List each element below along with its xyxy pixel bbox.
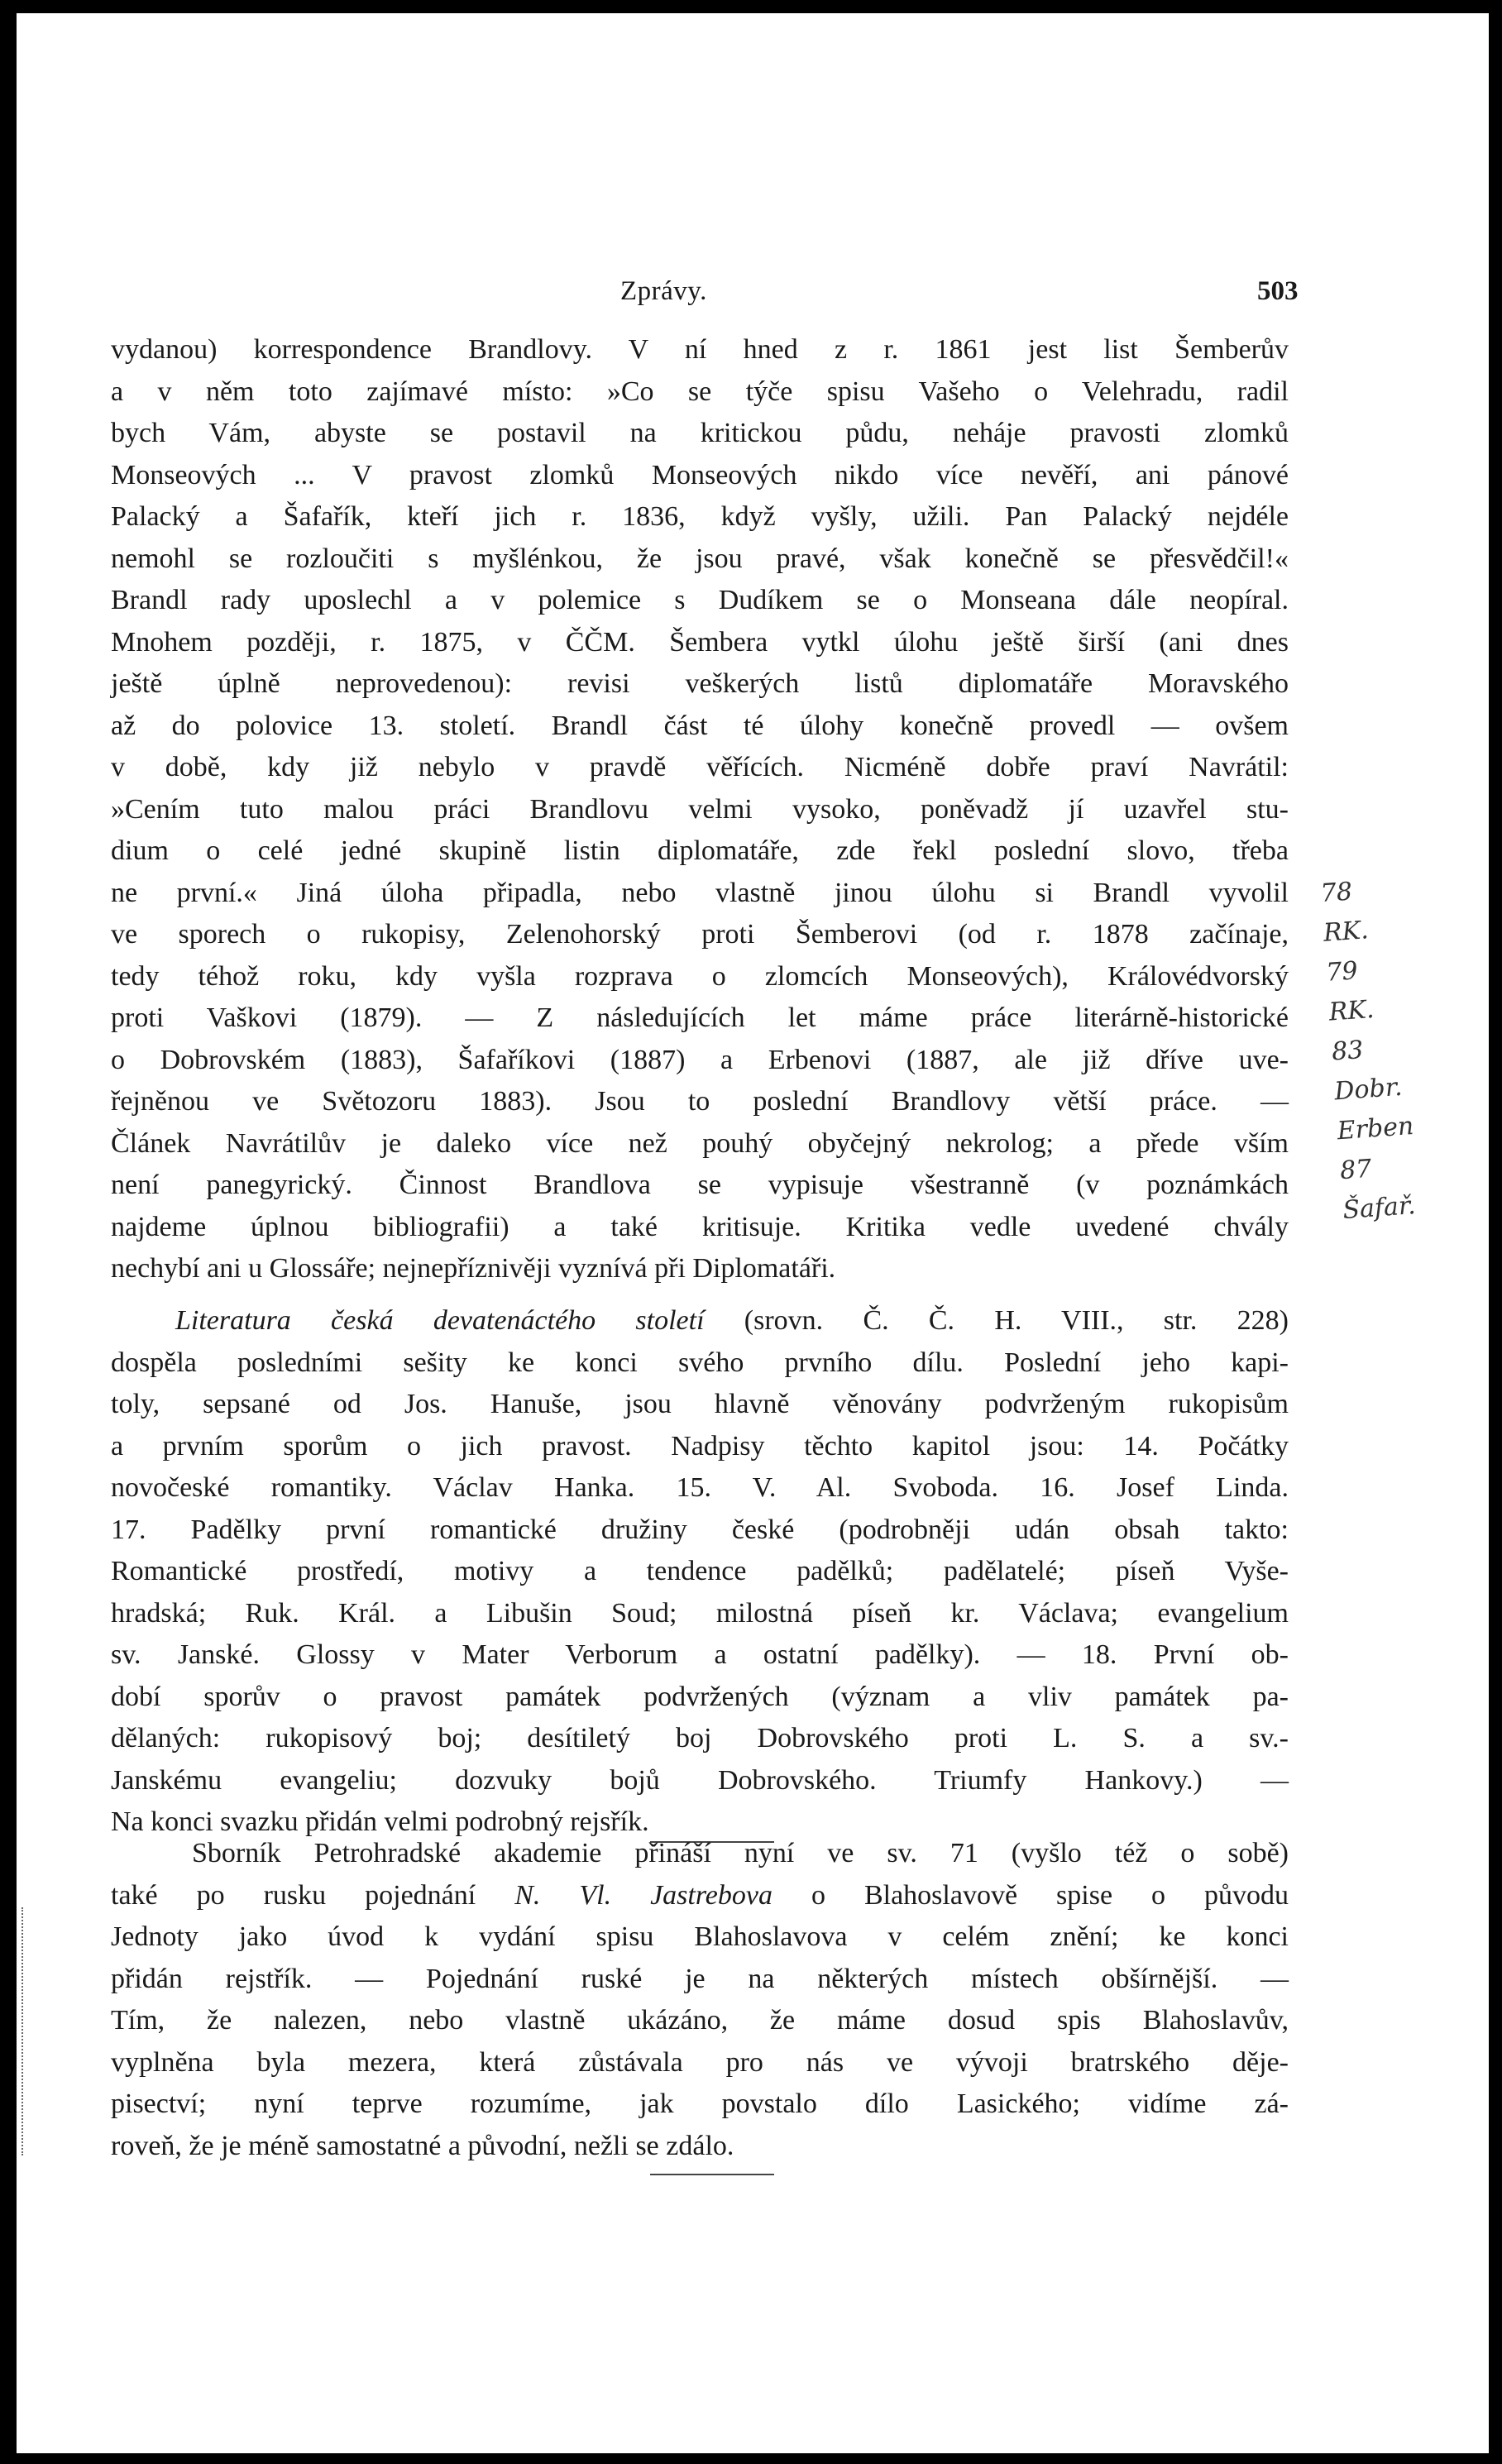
text-line [111, 1300, 1289, 1342]
text-line: ještě úplně neprovedenou): revisi veškerých listů diplomatáře Moravského [111, 668, 1289, 699]
text-fragment: (srovn. Č. Č. H. VIII., str. 228) [704, 1305, 1289, 1336]
text-fragment: také po rusku pojednání [111, 1879, 515, 1911]
text-line: bych Vám, abyste se postavil na kritickou půdu, neháje pravosti zlomků [111, 418, 1289, 448]
text-line: ne první.« Jiná úloha připadla, nebo vlastně jinou úlohu si Brandl vyvolil [111, 877, 1289, 908]
text-line: o Dobrovském (1883), Šafaříkovi (1887) a Erbenovi (1887, ale již dříve uve- [111, 1044, 1289, 1075]
text-line: není panegyrický. Činnost Brandlova se vypisuje všestranně (v poznámkách [111, 1170, 1289, 1200]
text-line: Brandl rady uposlechl a v polemice s Dudíkem se o Monseana dále neopíral. [111, 585, 1289, 615]
running-title: Zprávy. [620, 276, 707, 306]
paragraph-literatura [111, 1300, 1289, 1844]
margin-note: 79 [1325, 956, 1359, 988]
text-line: dium o celé jedné skupině listin diplomatáře, zde řekl poslední slovo, třeba [111, 835, 1289, 866]
text-line: novočeské romantiky. Václav Hanka. 15. V. Al. Svoboda. 16. Josef Linda. [111, 1472, 1289, 1503]
text-line: najdeme úplnou bibliografii) a také kritisuje. Kritika vedle uvedené chvály [111, 1211, 1289, 1242]
text-line: Palacký a Šafařík, kteří jich r. 1836, když vyšly, užili. Pan Palacký nejdéle [111, 501, 1289, 532]
text-line: vyplněna byla mezera, která zůstávala pro nás ve vývoji bratrského děje- [111, 2046, 1289, 2078]
text-line: Jednoty jako úvod k vydání spisu Blahoslavova v celém znění; ke konci [111, 1921, 1289, 1952]
margin-note: 87 [1338, 1154, 1373, 1186]
paragraph-sbornik [111, 1833, 1289, 2167]
text-line [111, 1875, 1289, 1917]
handwritten-margin-notes [1319, 865, 1476, 1231]
page-header [17, 276, 1489, 318]
margin-note: Dobr. [1333, 1072, 1404, 1107]
text-line: roveň, že je méně samostatné a původní, nežli se zdálo. [111, 2130, 734, 2161]
italic-author: N. Vl. Jastrebova [514, 1879, 773, 1911]
text-line: toly, sepsané od Jos. Hanuše, jsou hlavně věnovány podvrženým rukopisům [111, 1389, 1289, 1419]
paragraph-brandl [111, 329, 1289, 1290]
margin-note: Erben [1336, 1111, 1415, 1146]
page-edge-marks [22, 1907, 28, 2155]
text-line: proti Vaškovi (1879). — Z následujících let máme práce literárně-historické [111, 1002, 1289, 1033]
text-line: Romantické prostředí, motivy a tendence padělků; padělatelé; píseň Vyše- [111, 1556, 1289, 1586]
page-number: 503 [1257, 276, 1299, 306]
text-line: dobí sporův o pravost památek podvržených (význam a vliv památek pa- [111, 1681, 1289, 1712]
text-line: v době, kdy již nebylo v pravdě věřících. Nicméně dobře praví Navrátil: [111, 752, 1289, 782]
margin-note: RK. [1327, 994, 1375, 1027]
text-line: přidán rejstřík. — Pojednání ruské je na některých místech obšírnější. — [111, 1963, 1289, 1994]
text-line: a prvním sporům o jich pravost. Nadpisy těchto kapitol jsou: 14. Počátky [111, 1430, 1289, 1462]
margin-note: 83 [1330, 1035, 1365, 1067]
text-line: dospěla posledními sešity ke konci svého prvního dílu. Poslední jeho kapi- [111, 1347, 1289, 1378]
text-line: hradská; Ruk. Král. a Libušin Soud; milostná píseň kr. Václava; evangelium [111, 1597, 1289, 1629]
text-line: a v něm toto zajímavé místo: »Co se týče spisu Vašeho o Velehradu, radil [111, 376, 1289, 407]
text-line: dělaných: rukopisový boj; desítiletý boj Dobrovského proti L. S. a sv.- [111, 1723, 1289, 1754]
italic-title: Literatura česká devatenáctého století [175, 1305, 705, 1336]
text-line: Mnohem později, r. 1875, v ČČM. Šembera vytkl úlohu ještě širší (ani dnes [111, 626, 1289, 658]
text-line: 17. Padělky první romantické družiny české (podrobněji udán obsah takto: [111, 1514, 1289, 1545]
margin-note: 78 [1319, 877, 1354, 909]
text-line: »Cením tuto malou práci Brandlovu velmi vysoko, poněvadž jí uzavřel stu- [111, 793, 1289, 825]
margin-note: RK. [1322, 916, 1370, 948]
text-line: pisectví; nyní teprve rozumíme, jak povstalo dílo Lasického; vidíme zá- [111, 2088, 1289, 2119]
text-line: Sborník Petrohradské akademie přináší nyní ve sv. 71 (vyšlo též o sobě) [192, 1838, 1289, 1868]
margin-note: Šafař. [1342, 1191, 1417, 1226]
text-line: Na konci svazku přidán velmi podrobný rejsřík. [111, 1806, 649, 1837]
text-line: nemohl se rozloučiti s myšlénkou, že jsou pravé, však konečně se přesvědčil!« [111, 543, 1289, 574]
text-line: Monseových ... V pravost zlomků Monseových nikdo více nevěří, ani pánové [111, 459, 1289, 490]
text-line: ve sporech o rukopisy, Zelenohorský proti Šemberovi (od r. 1878 začínaje, [111, 919, 1289, 950]
text-line: řejněnou ve Světozoru 1883). Jsou to poslední Brandlovy větší práce. — [111, 1086, 1289, 1117]
text-line: tedy téhož roku, kdy vyšla rozprava o zlomcích Monseových), Královédvorský [111, 960, 1289, 992]
text-line: vydanou) korrespondence Brandlovy. V ní hned z r. 1861 jest list Šemberův [111, 334, 1289, 365]
text-line: Článek Navrátilův je daleko více než pouhý obyčejný nekrolog; a přede vším [111, 1127, 1289, 1159]
document-page [17, 13, 1489, 2453]
text-fragment: o Blahoslavově spise o původu [773, 1879, 1289, 1911]
text-line: sv. Janské. Glossy v Mater Verborum a ostatní padělky). — 18. První ob- [111, 1639, 1289, 1670]
text-line: až do polovice 13. století. Brandl část té úlohy konečně provedl — ovšem [111, 710, 1289, 741]
text-line: Janskému evangeliu; dozvuky bojů Dobrovského. Triumfy Hankovy.) — [111, 1764, 1289, 1796]
text-line: Tím, že nalezen, nebo vlastně ukázáno, že máme dosud spis Blahoslavův, [111, 2005, 1289, 2036]
section-divider [650, 2174, 774, 2175]
text-line: nechybí ani u Glossáře; nejnepříznivěji vyznívá při Diplomatáři. [111, 1253, 836, 1284]
